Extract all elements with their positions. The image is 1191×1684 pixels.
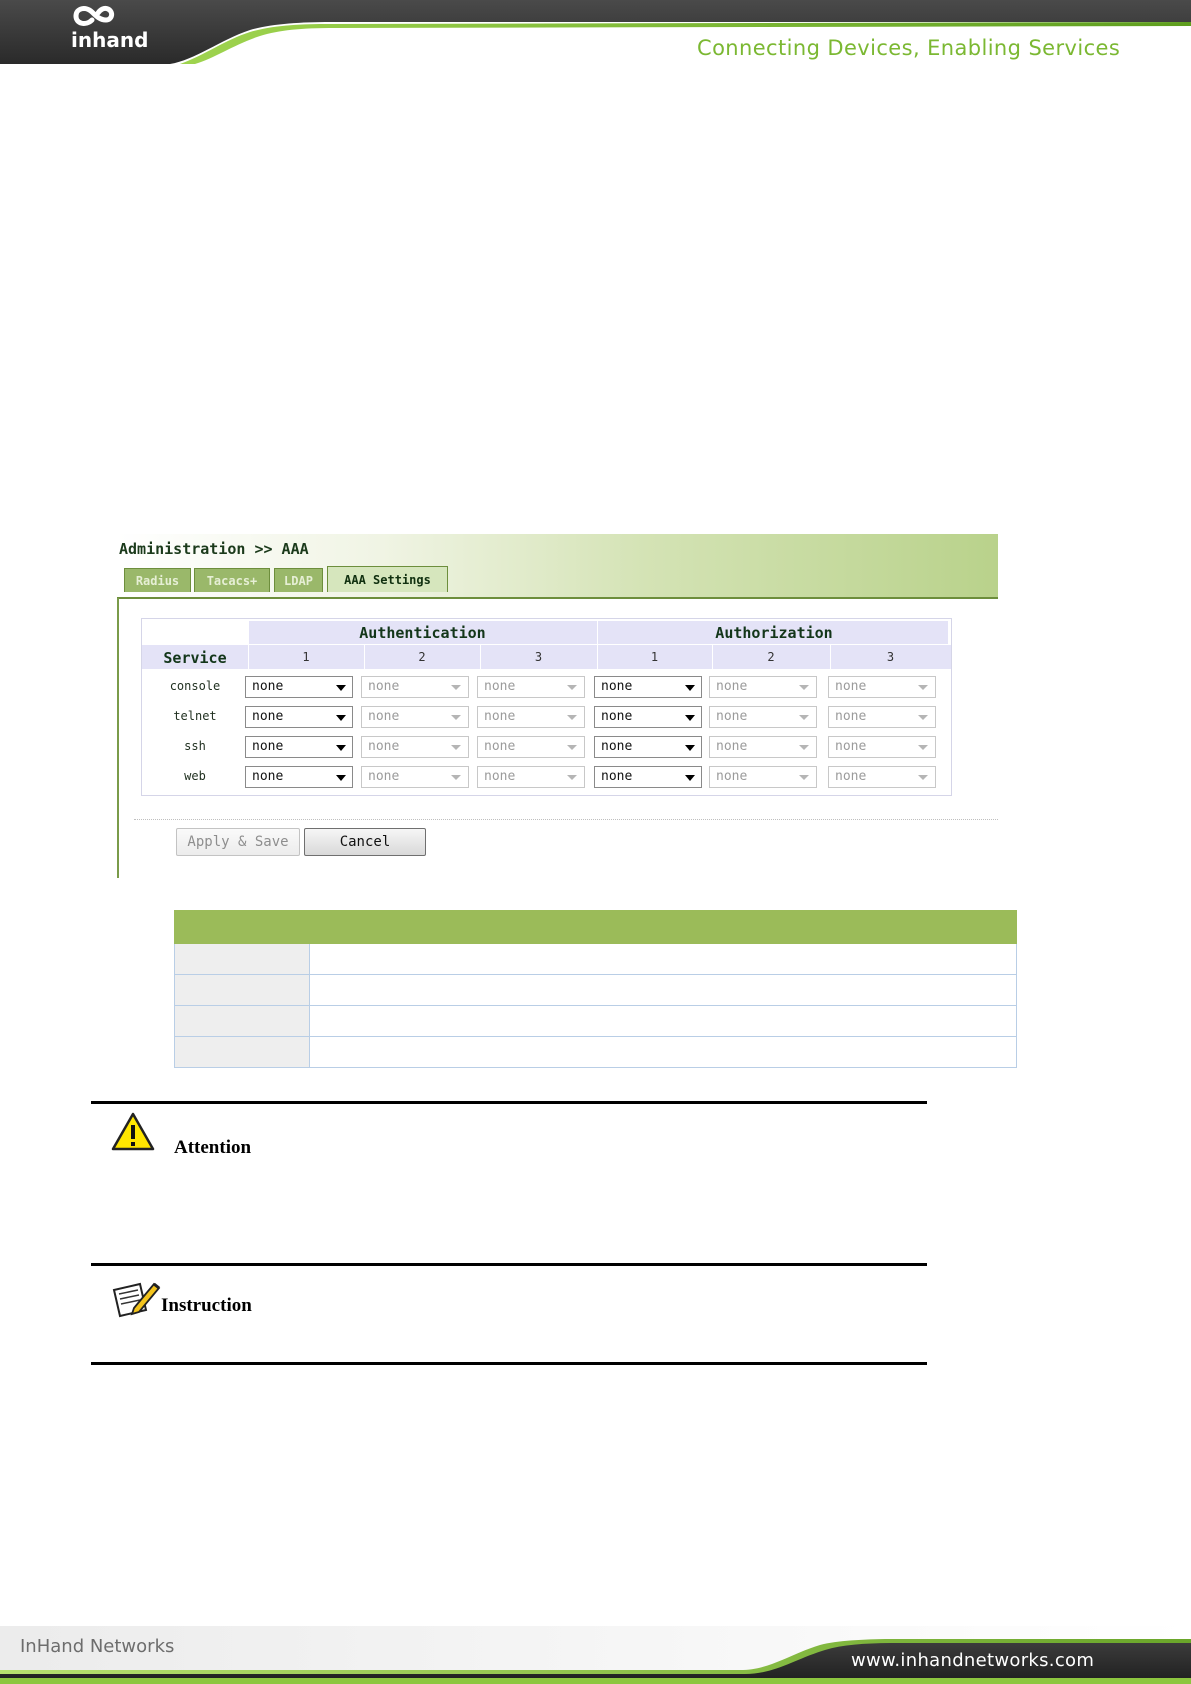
method-select[interactable] bbox=[245, 706, 353, 728]
method-select[interactable] bbox=[828, 766, 936, 788]
service-label: ssh bbox=[184, 739, 206, 753]
logo-wordmark: inhand bbox=[71, 28, 149, 52]
method-select[interactable] bbox=[361, 706, 469, 728]
select-value: none bbox=[484, 709, 516, 724]
method-select[interactable] bbox=[709, 736, 817, 758]
select-value: none bbox=[716, 769, 748, 784]
aaa-settings-screenshot bbox=[117, 534, 998, 878]
select-value: none bbox=[716, 739, 748, 754]
tab-radius[interactable]: Radius bbox=[124, 568, 191, 592]
dropdown-arrow-icon bbox=[567, 715, 577, 720]
select-value: none bbox=[716, 679, 748, 694]
parameter-table bbox=[174, 910, 1017, 1068]
method-select[interactable] bbox=[245, 676, 353, 698]
table-header-cell bbox=[175, 911, 310, 944]
service-label: telnet bbox=[173, 709, 217, 723]
column-header: 1 bbox=[650, 650, 659, 664]
dropdown-arrow-icon bbox=[685, 775, 695, 781]
method-select[interactable] bbox=[709, 766, 817, 788]
dropdown-arrow-icon bbox=[799, 715, 809, 720]
table-row bbox=[175, 944, 1017, 975]
select-value: none bbox=[368, 739, 400, 754]
method-select[interactable] bbox=[477, 706, 585, 728]
dropdown-arrow-icon bbox=[451, 685, 461, 690]
column-header: 2 bbox=[767, 650, 775, 664]
method-select[interactable] bbox=[594, 706, 702, 728]
table-cell bbox=[175, 944, 310, 975]
dropdown-arrow-icon bbox=[685, 715, 695, 721]
method-select[interactable] bbox=[828, 736, 936, 758]
service-label: console bbox=[169, 679, 221, 693]
tab-baseline bbox=[117, 597, 998, 599]
dropdown-arrow-icon bbox=[685, 745, 695, 751]
tab-ldap[interactable]: LDAP bbox=[274, 568, 323, 592]
select-value: none bbox=[252, 769, 284, 784]
tab-tacacs[interactable]: Tacacs+ bbox=[194, 568, 270, 592]
warning-icon bbox=[111, 1112, 155, 1152]
attention-top-rule bbox=[91, 1101, 927, 1104]
select-value: none bbox=[716, 709, 748, 724]
method-select[interactable] bbox=[361, 736, 469, 758]
dropdown-arrow-icon bbox=[336, 715, 346, 721]
dropdown-arrow-icon bbox=[336, 745, 346, 751]
select-value: none bbox=[601, 769, 633, 784]
table-header-cell bbox=[310, 911, 1017, 944]
dropdown-arrow-icon bbox=[451, 775, 461, 780]
select-value: none bbox=[835, 709, 867, 724]
select-value: none bbox=[835, 679, 867, 694]
table-header-row bbox=[175, 911, 1017, 944]
method-select[interactable] bbox=[594, 676, 702, 698]
table-cell bbox=[310, 1037, 1017, 1068]
tab-aaa-settings[interactable]: AAA Settings bbox=[327, 566, 448, 592]
dropdown-arrow-icon bbox=[918, 685, 928, 690]
dropdown-arrow-icon bbox=[336, 685, 346, 691]
dropdown-arrow-icon bbox=[567, 775, 577, 780]
column-header: 3 bbox=[886, 650, 895, 664]
select-value: none bbox=[601, 679, 633, 694]
dropdown-arrow-icon bbox=[799, 745, 809, 750]
method-select[interactable] bbox=[594, 766, 702, 788]
select-value: none bbox=[835, 739, 867, 754]
method-select[interactable] bbox=[828, 706, 936, 728]
header-slogan: Connecting Devices, Enabling Services bbox=[697, 36, 1121, 60]
dropdown-arrow-icon bbox=[918, 745, 928, 750]
method-select[interactable] bbox=[477, 736, 585, 758]
column-header: 2 bbox=[418, 650, 426, 664]
method-select[interactable] bbox=[828, 676, 936, 698]
table-cell bbox=[175, 1037, 310, 1068]
method-select[interactable] bbox=[361, 766, 469, 788]
attention-label: Attention bbox=[174, 1137, 252, 1158]
authorization-header: Authorization bbox=[715, 624, 833, 642]
service-label: web bbox=[184, 769, 206, 783]
select-value: none bbox=[835, 769, 867, 784]
column-header: 1 bbox=[302, 650, 310, 664]
instruction-label: Instruction bbox=[161, 1295, 252, 1316]
footer-url: www.inhandnetworks.com bbox=[851, 1650, 1095, 1671]
dropdown-arrow-icon bbox=[918, 715, 928, 720]
select-value: none bbox=[368, 769, 400, 784]
apply-save-button[interactable]: Apply & Save bbox=[176, 828, 300, 856]
dropdown-arrow-icon bbox=[451, 745, 461, 750]
cancel-button[interactable]: Cancel bbox=[304, 828, 426, 856]
service-header: Service bbox=[163, 649, 227, 667]
dropdown-arrow-icon bbox=[685, 685, 695, 691]
table-cell bbox=[310, 1006, 1017, 1037]
method-select[interactable] bbox=[245, 766, 353, 788]
method-select[interactable] bbox=[594, 736, 702, 758]
table-row bbox=[175, 975, 1017, 1006]
divider bbox=[134, 819, 998, 820]
dropdown-arrow-icon bbox=[567, 745, 577, 750]
select-value: none bbox=[601, 739, 633, 754]
dropdown-arrow-icon bbox=[451, 715, 461, 720]
table-row bbox=[175, 1037, 1017, 1068]
dropdown-arrow-icon bbox=[799, 775, 809, 780]
select-value: none bbox=[252, 679, 284, 694]
column-header: 3 bbox=[534, 650, 543, 664]
dropdown-arrow-icon bbox=[918, 775, 928, 780]
dropdown-arrow-icon bbox=[336, 775, 346, 781]
aaa-settings-table bbox=[141, 618, 952, 796]
select-value: none bbox=[484, 679, 516, 694]
table-cell bbox=[175, 1006, 310, 1037]
select-value: none bbox=[601, 709, 633, 724]
select-value: none bbox=[484, 769, 516, 784]
instruction-top-rule bbox=[91, 1263, 927, 1266]
panel-left-border bbox=[117, 598, 119, 878]
method-select[interactable] bbox=[477, 676, 585, 698]
select-value: none bbox=[368, 679, 400, 694]
method-select[interactable] bbox=[361, 676, 469, 698]
select-value: none bbox=[484, 739, 516, 754]
table-row bbox=[175, 1006, 1017, 1037]
select-value: none bbox=[368, 709, 400, 724]
footer-company: InHand Networks bbox=[20, 1636, 175, 1657]
table-cell bbox=[175, 975, 310, 1006]
select-value: none bbox=[252, 739, 284, 754]
dropdown-arrow-icon bbox=[567, 685, 577, 690]
instruction-bottom-rule bbox=[91, 1362, 927, 1365]
method-select[interactable] bbox=[709, 676, 817, 698]
table-cell bbox=[310, 944, 1017, 975]
select-value: none bbox=[252, 709, 284, 724]
method-select[interactable] bbox=[709, 706, 817, 728]
note-pencil-icon bbox=[110, 1278, 162, 1320]
method-select[interactable] bbox=[245, 736, 353, 758]
dropdown-arrow-icon bbox=[799, 685, 809, 690]
method-select[interactable] bbox=[477, 766, 585, 788]
authentication-header: Authentication bbox=[359, 624, 486, 642]
table-cell bbox=[310, 975, 1017, 1006]
breadcrumb: Administration >> AAA bbox=[119, 540, 309, 558]
